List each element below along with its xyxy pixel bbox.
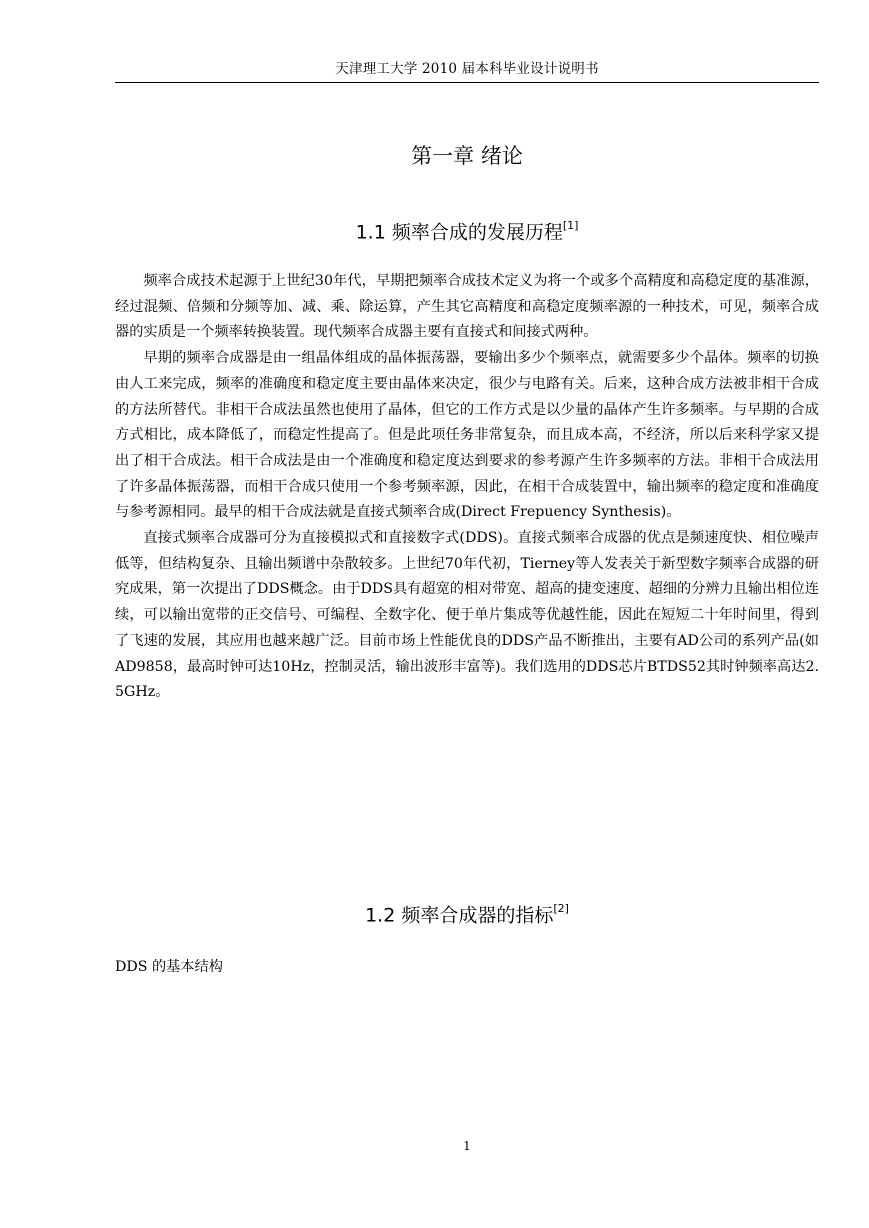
section-heading-1-1 — [115, 214, 819, 246]
section-heading-1-2 — [115, 897, 819, 929]
paragraph: 频率合成技术起源于上世纪30年代，早期把频率合成技术定义为将一个或多个高精度和高稳定度的基准源，经过混频、倍频和分频等加、减、乘、除运算，产生其它高精度和高稳定度频率源的一种技术，可见，频率合成器的实质是一个频率转换装置。现代频率合成器主要有直接式和间接式两种。 — [115, 273, 819, 341]
section-title: 1.1 频率合成的发展历程 — [355, 221, 563, 244]
paragraph: 早期的频率合成器是由一组晶体组成的晶体振荡器，要输出多少个频率点，就需要多少个晶体。频率的切换由人工来完成，频率的准确度和稳定度主要由晶体来决定，很少与电路有关。后来，这种合成方法被非相干合成的方法所替代。非相干合成法虽然也使用了晶体，但它的工作方式是以少量的晶体产生许多频率。与早期的合成方式相比，成本降低了，而稳定性提高了。但是此项任务非常复杂，而且成本高，不经济，所以后来科学家又提出了相干合成法。相干合成法是由一个准确度和稳定度达到要求的参考源产生许多频率的方法。非相干合成法用了许多晶体振荡器，而相干合成只使用一个参考频率源，因此，在相干合成装置中，输出频率的稳定度和准确度与参考源相同。最早的相干合成法就是直接式频率合成(Direct Frepuency Synthesis)。 — [115, 350, 819, 521]
header-divider — [115, 82, 819, 83]
paragraph: 直接式频率合成器可分为直接模拟式和直接数字式(DDS)。直接式频率合成器的优点是频速度快、相位噪声低等，但结构复杂、且输出频谱中杂散较多。上世纪70年代初，Tierney等人发表关于新型数字频率合成器的研究成果，第一次提出了DDS概念。由于DDS具有超宽的相对带宽、超高的捷变速度、超细的分辨力且输出相位连续，可以输出宽带的正交信号、可编程、全数字化、便于单片集成等优越性能，因此在短短二十年时间里，得到了飞速的发展，其应用也越来越广泛。目前市场上性能优良的DDS产品不断推出，主要有AD公司的系列产品(如AD9858，最高时钟可达10Hz，控制灵活，输出波形丰富等)。我们选用的DDS芯片BTDS52其时钟频率高达2. 5GHz。 — [115, 530, 819, 701]
section-1-1-body — [115, 269, 819, 706]
running-header: 天津理工大学 2010 届本科毕业设计说明书 — [335, 61, 599, 77]
citation-marker: [2] — [553, 902, 569, 915]
page-number: 1 — [463, 1139, 471, 1153]
subsection-label: DDS 的基本结构 — [115, 959, 223, 975]
citation-marker: [1] — [562, 219, 579, 232]
section-title: 1.2 频率合成器的指标 — [365, 904, 554, 927]
chapter-title: 第一章 绪论 — [411, 144, 523, 168]
